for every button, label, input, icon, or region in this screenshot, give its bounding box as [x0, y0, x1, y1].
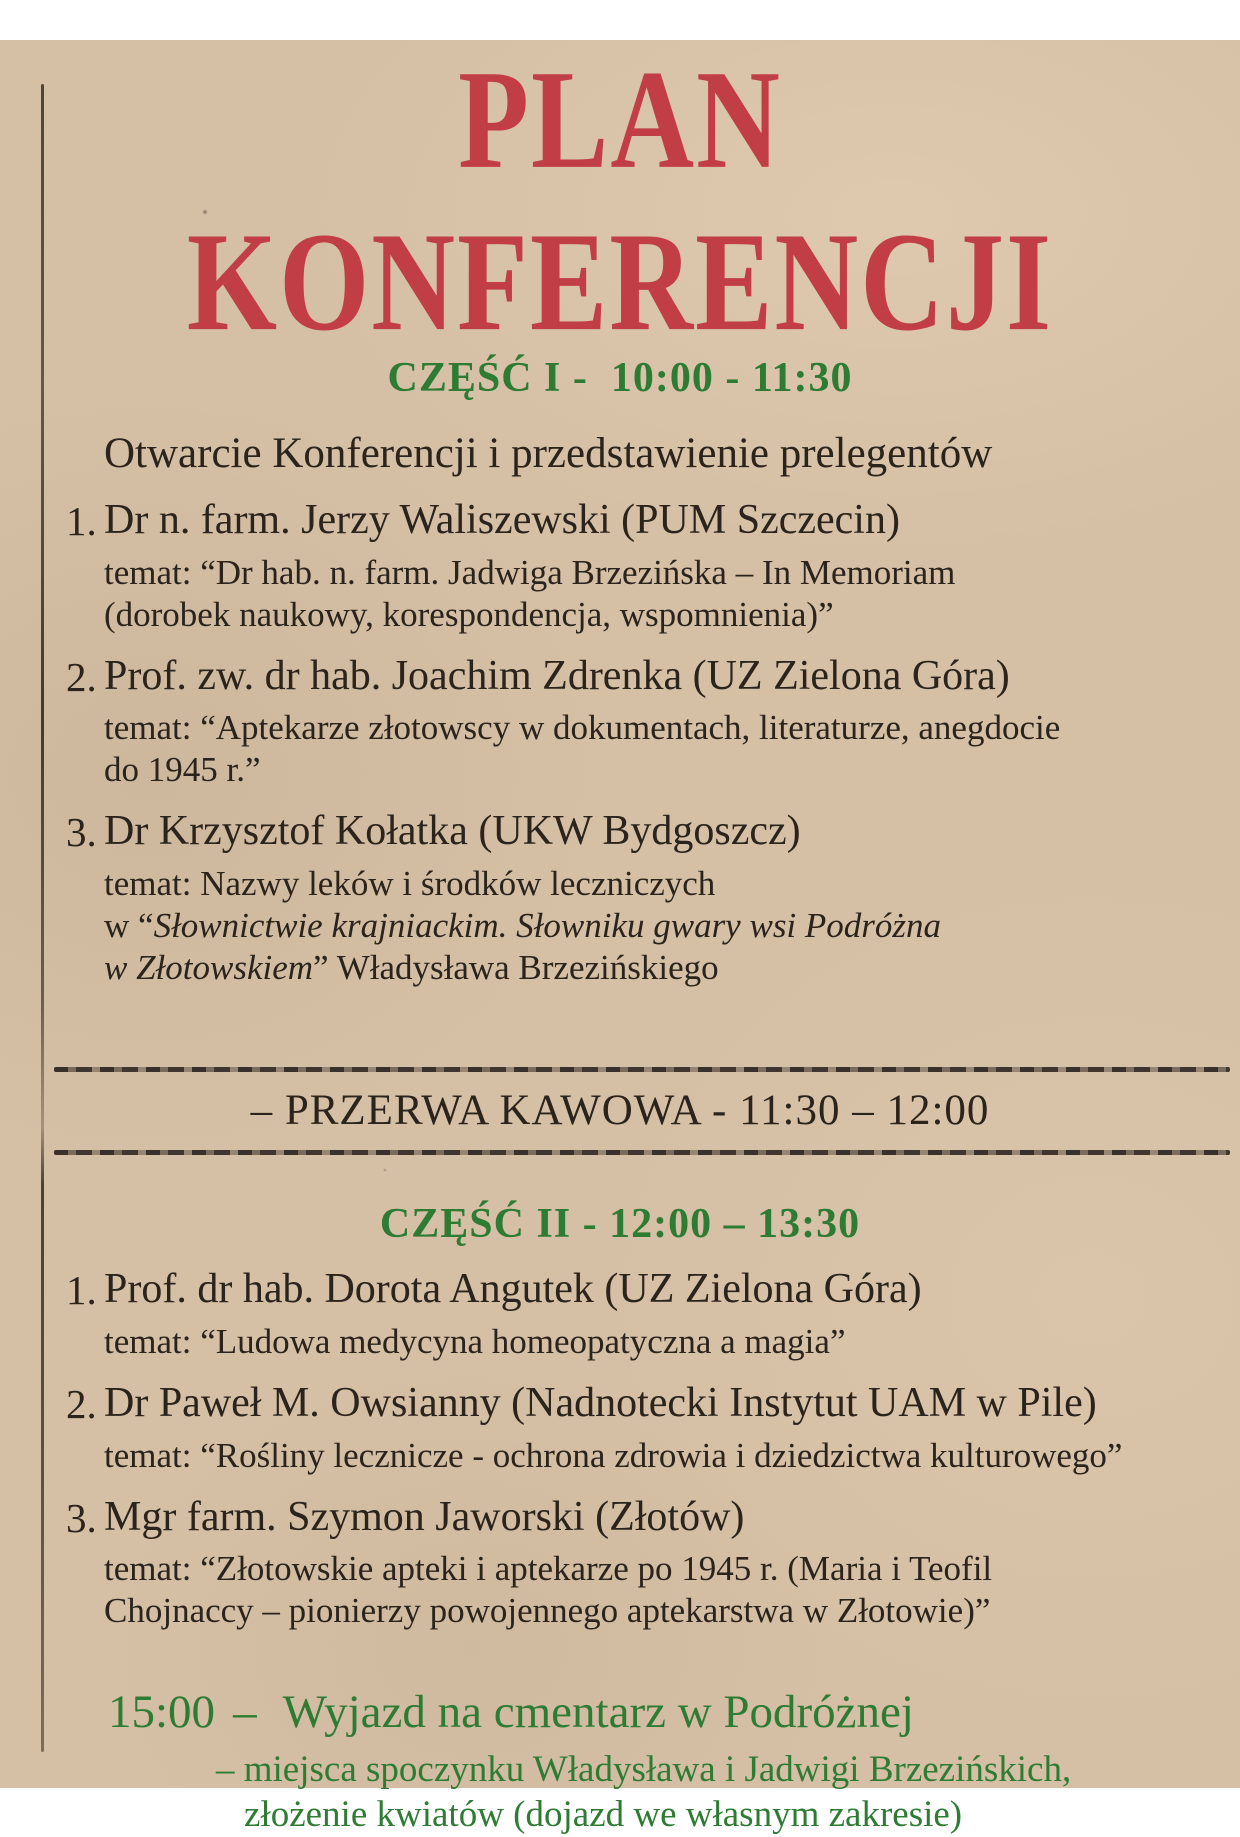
excursion-time: 15:00: [108, 1686, 216, 1739]
topic-line: do 1945 r.”: [104, 750, 261, 790]
topic-line: temat: “Ludowa medycyna homeopatyczna a magia”: [104, 1321, 846, 1361]
topic-line: [104, 905, 1212, 947]
divider-rule-bottom: [54, 1150, 1230, 1155]
coffee-break-section: [0, 1067, 1240, 1155]
item-number: 2.: [66, 653, 97, 700]
excursion-detail-line: – miejsca spoczynku Władysława i Jadwigi Brzezińskich,: [216, 1748, 1072, 1790]
agenda-item-2-2: [0, 1377, 1240, 1477]
speaker-name: Dr Paweł M. Owsianny (Nadnotecki Instytut UAM w Pile): [104, 1379, 1097, 1426]
item-number: 3.: [66, 809, 97, 856]
topic-line: temat: “Rośliny lecznicze - ochrona zdrowia i dziedzictwa kulturowego”: [104, 1435, 1123, 1475]
topic-text: [104, 863, 1212, 989]
section-part-2: [0, 1199, 1240, 1633]
excursion-headline: [0, 1684, 1240, 1740]
divider-rule-top: [54, 1067, 1230, 1072]
agenda-item-2-1: [0, 1263, 1240, 1363]
agenda-item-2-3: [0, 1491, 1240, 1633]
poster-page: [0, 40, 1240, 1835]
excursion-dash: –: [233, 1686, 257, 1739]
part-2-heading: CZĘŚĆ II - 12:00 – 13:30: [379, 1200, 861, 1247]
part-2-agenda: [0, 1263, 1240, 1632]
coffee-break-label: – PRZERWA KAWOWA - 11:30 – 12:00: [250, 1087, 990, 1135]
excursion-detail-line: złożenie kwiatów (dojazd we własnym zakresie): [244, 1793, 963, 1835]
speaker-name: Prof. zw. dr hab. Joachim Zdrenka (UZ Zielona Góra): [104, 652, 1010, 699]
speaker-name: Mgr farm. Szymon Jaworski (Złotów): [104, 1493, 745, 1540]
item-number: 2.: [66, 1380, 97, 1427]
topic-line-prefix: w “: [104, 906, 154, 946]
topic-line: temat: “Złotowskie apteki i aptekarze po 1945 r. (Maria i Teofil: [104, 1549, 993, 1589]
item-number: 3.: [66, 1494, 97, 1541]
topic-line: (dorobek naukowy, korespondencja, wspomnienia)”: [104, 594, 834, 634]
topic-text: [104, 552, 1212, 636]
excursion-title: Wyjazd na cmentarz w Podróżnej: [282, 1686, 914, 1739]
topic-line-suffix: ” Władysława Brzezińskiego: [313, 948, 719, 988]
topic-text: [104, 1435, 1212, 1477]
part-1-agenda: [0, 494, 1240, 989]
topic-title-italic: w Złotowskiem: [104, 948, 314, 988]
agenda-item-1-1: [0, 494, 1240, 636]
speaker-name: Dr n. farm. Jerzy Waliszewski (PUM Szczecin): [104, 496, 900, 543]
part-1-intro: Otwarcie Konferencji i przedstawienie prelegentów: [104, 430, 993, 478]
part-1-heading: CZĘŚĆ I - 10:00 - 11:30: [387, 354, 853, 401]
agenda-item-1-2: [0, 650, 1240, 792]
topic-line: temat: Nazwy leków i środków leczniczych: [104, 864, 716, 904]
topic-title-italic: Słownictwie krajniackim. Słowniku gwary wsi Podróżna: [153, 906, 942, 946]
topic-text: [104, 1548, 1212, 1632]
poster-title: PLAN KONFERENCJI: [186, 42, 1054, 362]
topic-line: temat: “Aptekarze złotowscy w dokumentach, literaturze, anegdocie: [104, 708, 1061, 748]
topic-text: [104, 707, 1212, 791]
topic-line: temat: “Dr hab. n. farm. Jadwiga Brzezińska – In Memoriam: [104, 552, 956, 592]
section-part-1: [0, 353, 1240, 989]
topic-line: [104, 947, 1212, 989]
excursion-note: [0, 1684, 1240, 1837]
item-number: 1.: [66, 1267, 97, 1314]
topic-text: [104, 1321, 1212, 1363]
speaker-name: Dr Krzysztof Kołatka (UKW Bydgoszcz): [104, 808, 801, 855]
topic-line: Chojnaccy – pionierzy powojennego aptekarstwa w Złotowie)”: [104, 1591, 991, 1631]
agenda-item-1-3: [0, 805, 1240, 989]
speaker-name: Prof. dr hab. Dorota Angutek (UZ Zielona Góra): [104, 1266, 922, 1313]
item-number: 1.: [66, 497, 97, 544]
